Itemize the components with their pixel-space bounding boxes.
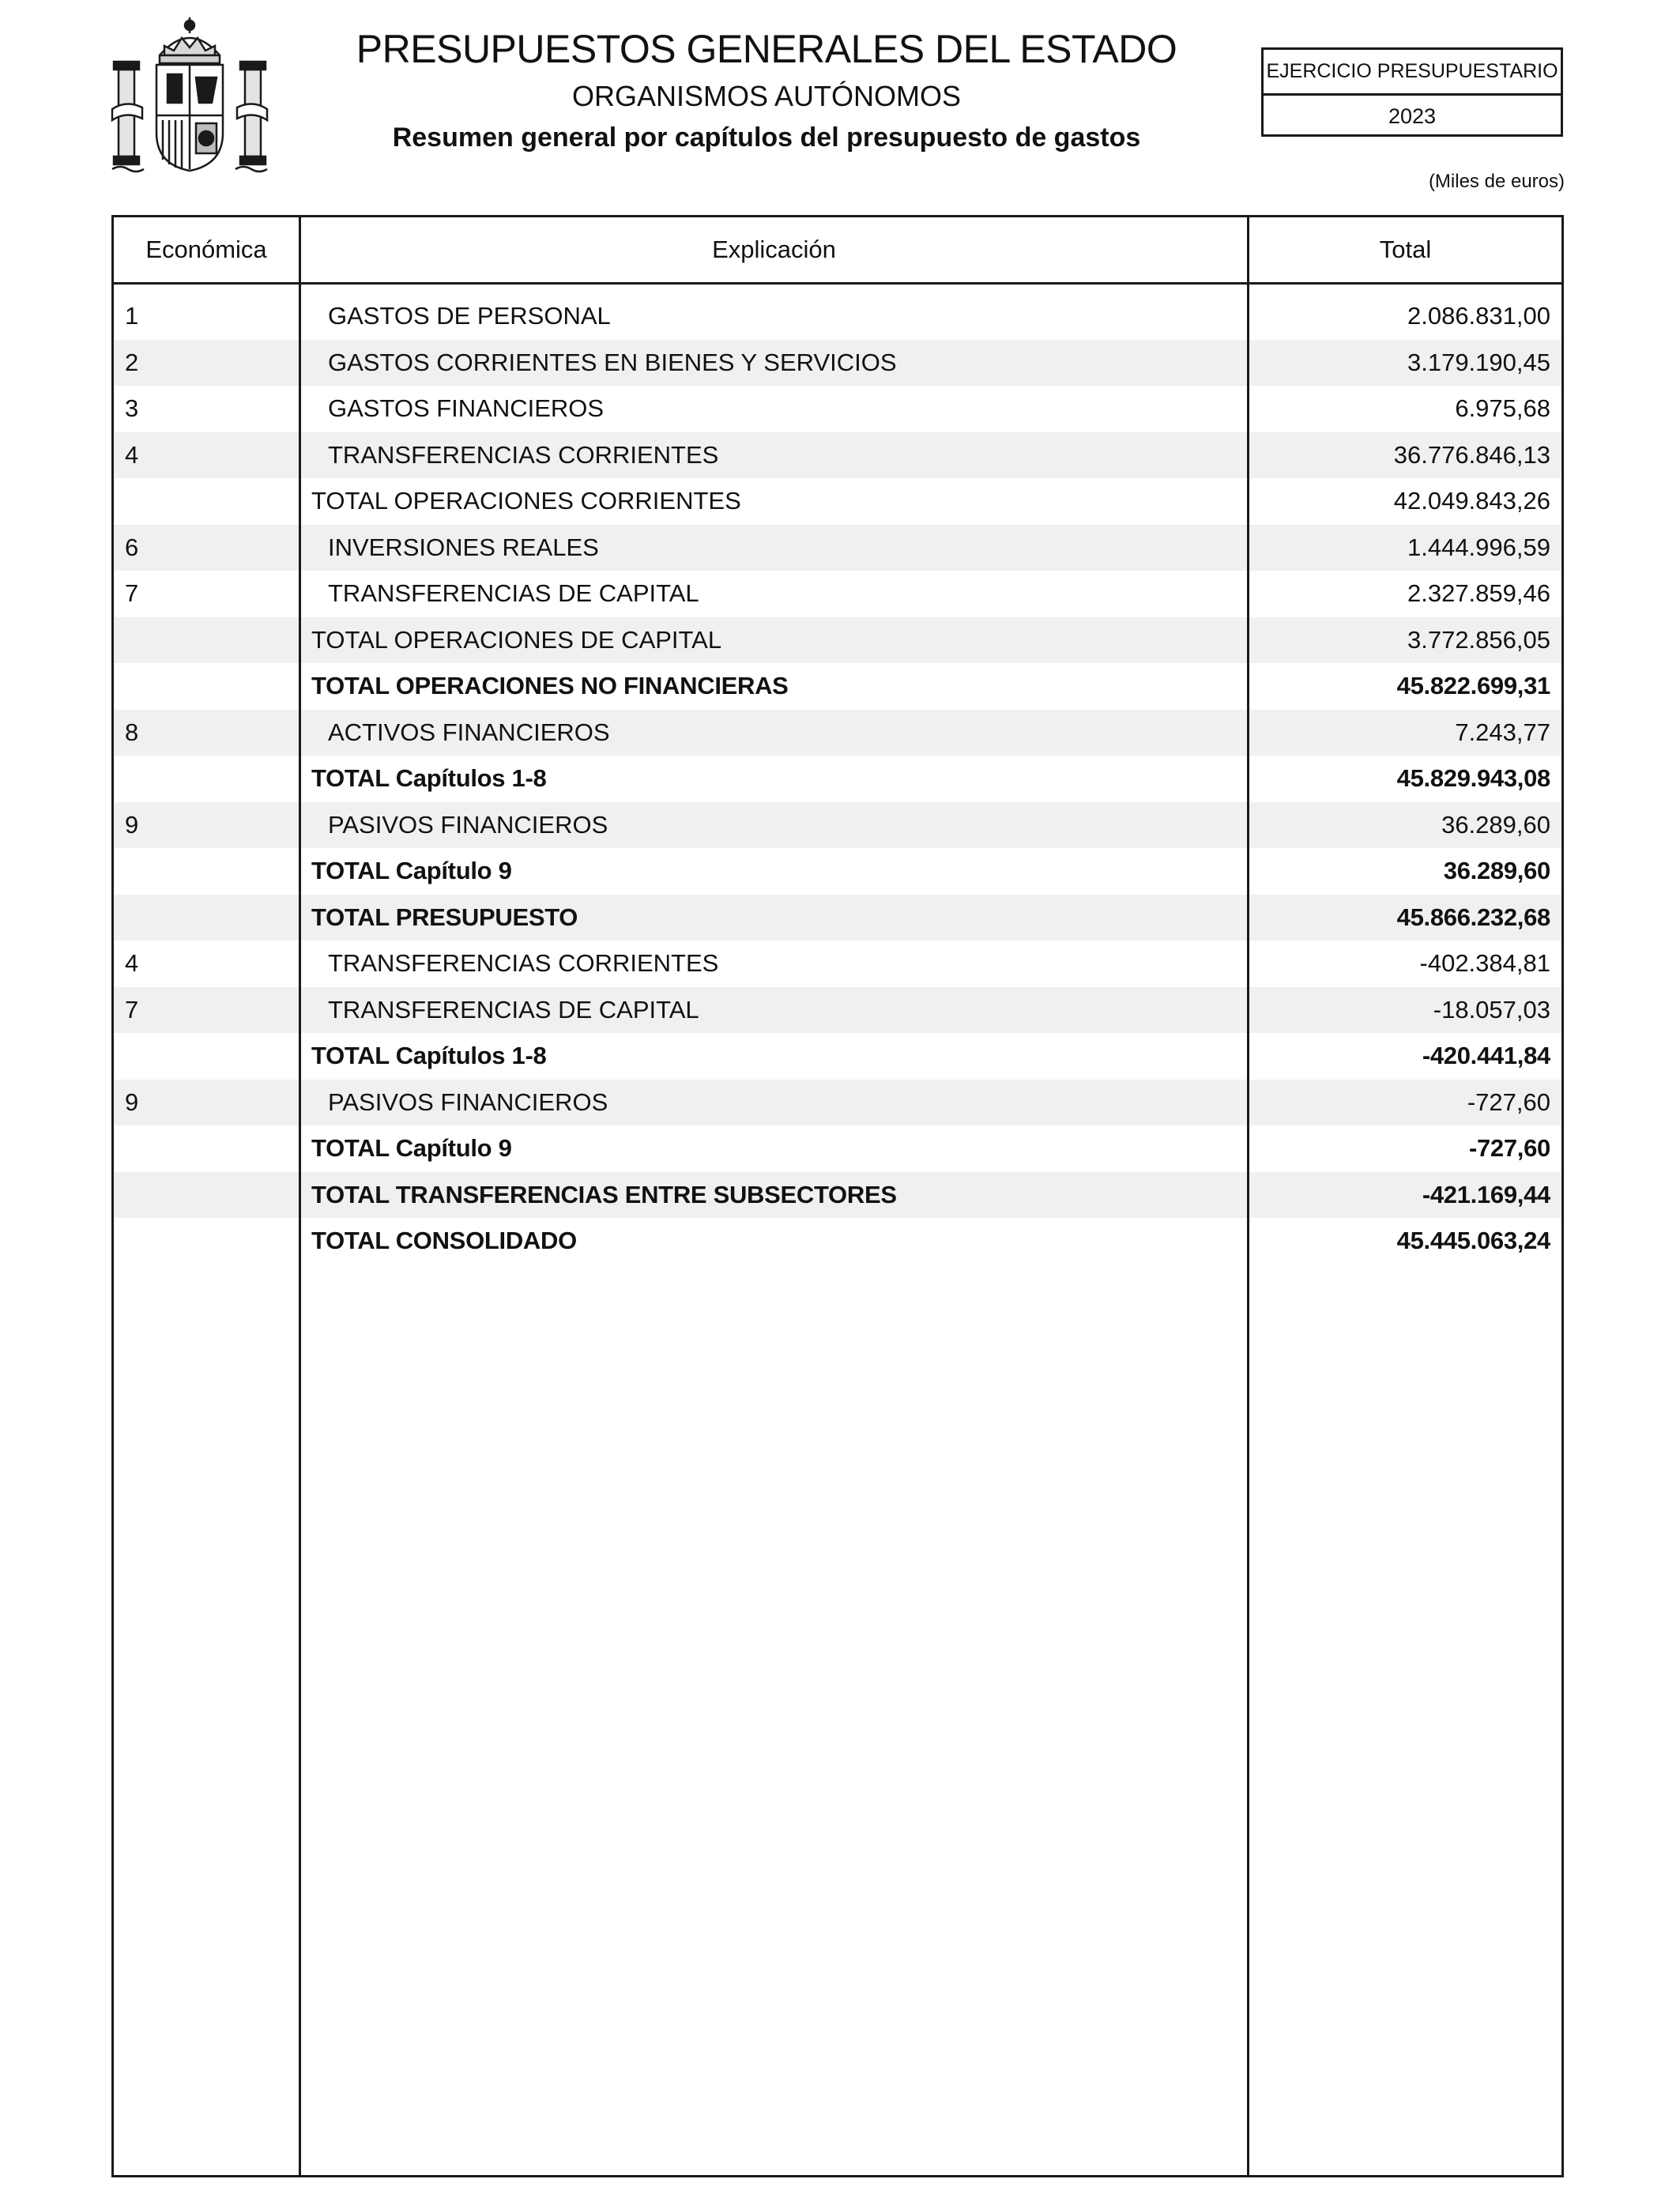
row-total: 45.822.699,31 — [1396, 672, 1550, 699]
row-total: -402.384,81 — [1419, 949, 1550, 977]
coat-of-arms-icon — [111, 14, 269, 176]
table-total-row — [114, 1172, 1561, 1219]
column-header-economica: Económica — [145, 236, 267, 263]
row-total: 2.327.859,46 — [1407, 579, 1550, 607]
table-total-row — [114, 895, 1561, 941]
row-total: 36.289,60 — [1443, 857, 1550, 884]
table-row — [114, 802, 1561, 849]
row-description: PASIVOS FINANCIEROS — [328, 1088, 608, 1116]
row-description: GASTOS FINANCIEROS — [328, 394, 605, 422]
table-row — [114, 987, 1561, 1034]
row-description: ACTIVOS FINANCIEROS — [328, 718, 610, 746]
table-total-row — [114, 848, 1561, 895]
row-code: 4 — [125, 949, 139, 977]
row-description: TRANSFERENCIAS CORRIENTES — [328, 440, 719, 469]
row-total: -421.169,44 — [1422, 1180, 1550, 1208]
row-total: -727,60 — [1467, 1088, 1550, 1116]
row-description: TOTAL Capítulo 9 — [311, 1134, 512, 1162]
table-row — [114, 525, 1561, 571]
row-code: 6 — [125, 533, 139, 561]
row-description: PASIVOS FINANCIEROS — [328, 810, 608, 839]
row-code: 7 — [125, 579, 139, 607]
row-description: TOTAL Capítulo 9 — [311, 857, 512, 884]
row-total: 7.243,77 — [1455, 718, 1550, 746]
row-description: TRANSFERENCIAS DE CAPITAL — [328, 579, 699, 607]
row-total: 45.445.063,24 — [1396, 1227, 1550, 1254]
table-row — [114, 340, 1561, 386]
fiscal-year-value: 2023 — [1388, 104, 1437, 128]
column-divider — [1247, 217, 1249, 2175]
row-description: INVERSIONES REALES — [328, 533, 599, 561]
table-row — [114, 1080, 1561, 1126]
row-description: TRANSFERENCIAS CORRIENTES — [328, 949, 719, 977]
table-total-row — [114, 1218, 1561, 1265]
budget-table — [111, 215, 1564, 2177]
table-total-row — [114, 617, 1561, 664]
page-description: Resumen general por capítulos del presupuesto de gastos — [392, 123, 1141, 153]
page-subtitle: ORGANISMOS AUTÓNOMOS — [571, 80, 962, 112]
row-description: GASTOS DE PERSONAL — [328, 302, 611, 330]
row-code: 1 — [125, 302, 139, 330]
row-code: 4 — [125, 440, 139, 469]
row-code: 3 — [125, 394, 139, 422]
row-total: 36.289,60 — [1441, 810, 1550, 839]
table-row — [114, 571, 1561, 617]
row-total: 3.772.856,05 — [1407, 625, 1550, 654]
row-total: 3.179.190,45 — [1407, 348, 1550, 376]
fiscal-year-box — [1261, 47, 1563, 137]
row-total: 1.444.996,59 — [1407, 533, 1550, 561]
column-header-explicacion: Explicación — [712, 236, 836, 263]
row-description: TOTAL Capítulos 1-8 — [311, 1042, 547, 1069]
page-title: PRESUPUESTOS GENERALES DEL ESTADO — [356, 27, 1177, 71]
table-total-row — [114, 1125, 1561, 1172]
table-row — [114, 293, 1561, 340]
row-description: TOTAL OPERACIONES CORRIENTES — [311, 487, 741, 515]
row-code: 7 — [125, 995, 139, 1023]
column-header-total: Total — [1379, 236, 1432, 263]
row-description: TRANSFERENCIAS DE CAPITAL — [328, 995, 699, 1023]
row-description: TOTAL TRANSFERENCIAS ENTRE SUBSECTORES — [311, 1180, 897, 1208]
row-description: GASTOS CORRIENTES EN BIENES Y SERVICIOS — [328, 348, 897, 376]
table-total-row — [114, 663, 1561, 710]
row-code: 2 — [125, 348, 139, 376]
units-note: (Miles de euros) — [1428, 171, 1565, 192]
table-header — [114, 217, 1561, 285]
row-description: TOTAL OPERACIONES DE CAPITAL — [311, 625, 722, 654]
row-total: 45.829.943,08 — [1396, 764, 1550, 792]
row-description: TOTAL OPERACIONES NO FINANCIERAS — [311, 672, 789, 699]
row-total: -420.441,84 — [1422, 1042, 1550, 1069]
row-total: 45.866.232,68 — [1396, 903, 1550, 931]
row-total: -18.057,03 — [1433, 995, 1550, 1023]
row-total: 6.975,68 — [1455, 394, 1550, 422]
row-total: 2.086.831,00 — [1407, 302, 1550, 330]
row-total: 42.049.843,26 — [1393, 487, 1550, 515]
table-total-row — [114, 1033, 1561, 1080]
row-description: TOTAL PRESUPUESTO — [311, 903, 578, 931]
row-description: TOTAL CONSOLIDADO — [311, 1227, 577, 1254]
table-row — [114, 941, 1561, 987]
table-row — [114, 432, 1561, 479]
table-body — [114, 293, 1561, 1265]
table-row — [114, 710, 1561, 756]
table-total-row — [114, 756, 1561, 802]
row-total: -727,60 — [1468, 1134, 1550, 1162]
column-divider — [299, 217, 301, 2175]
row-description: TOTAL Capítulos 1-8 — [311, 764, 547, 792]
row-code: 8 — [125, 718, 139, 746]
row-total: 36.776.846,13 — [1393, 440, 1550, 469]
row-code: 9 — [125, 810, 139, 839]
table-total-row — [114, 478, 1561, 525]
table-row — [114, 386, 1561, 432]
row-code: 9 — [125, 1088, 139, 1116]
fiscal-year-label: EJERCICIO PRESUPUESTARIO — [1264, 50, 1561, 96]
